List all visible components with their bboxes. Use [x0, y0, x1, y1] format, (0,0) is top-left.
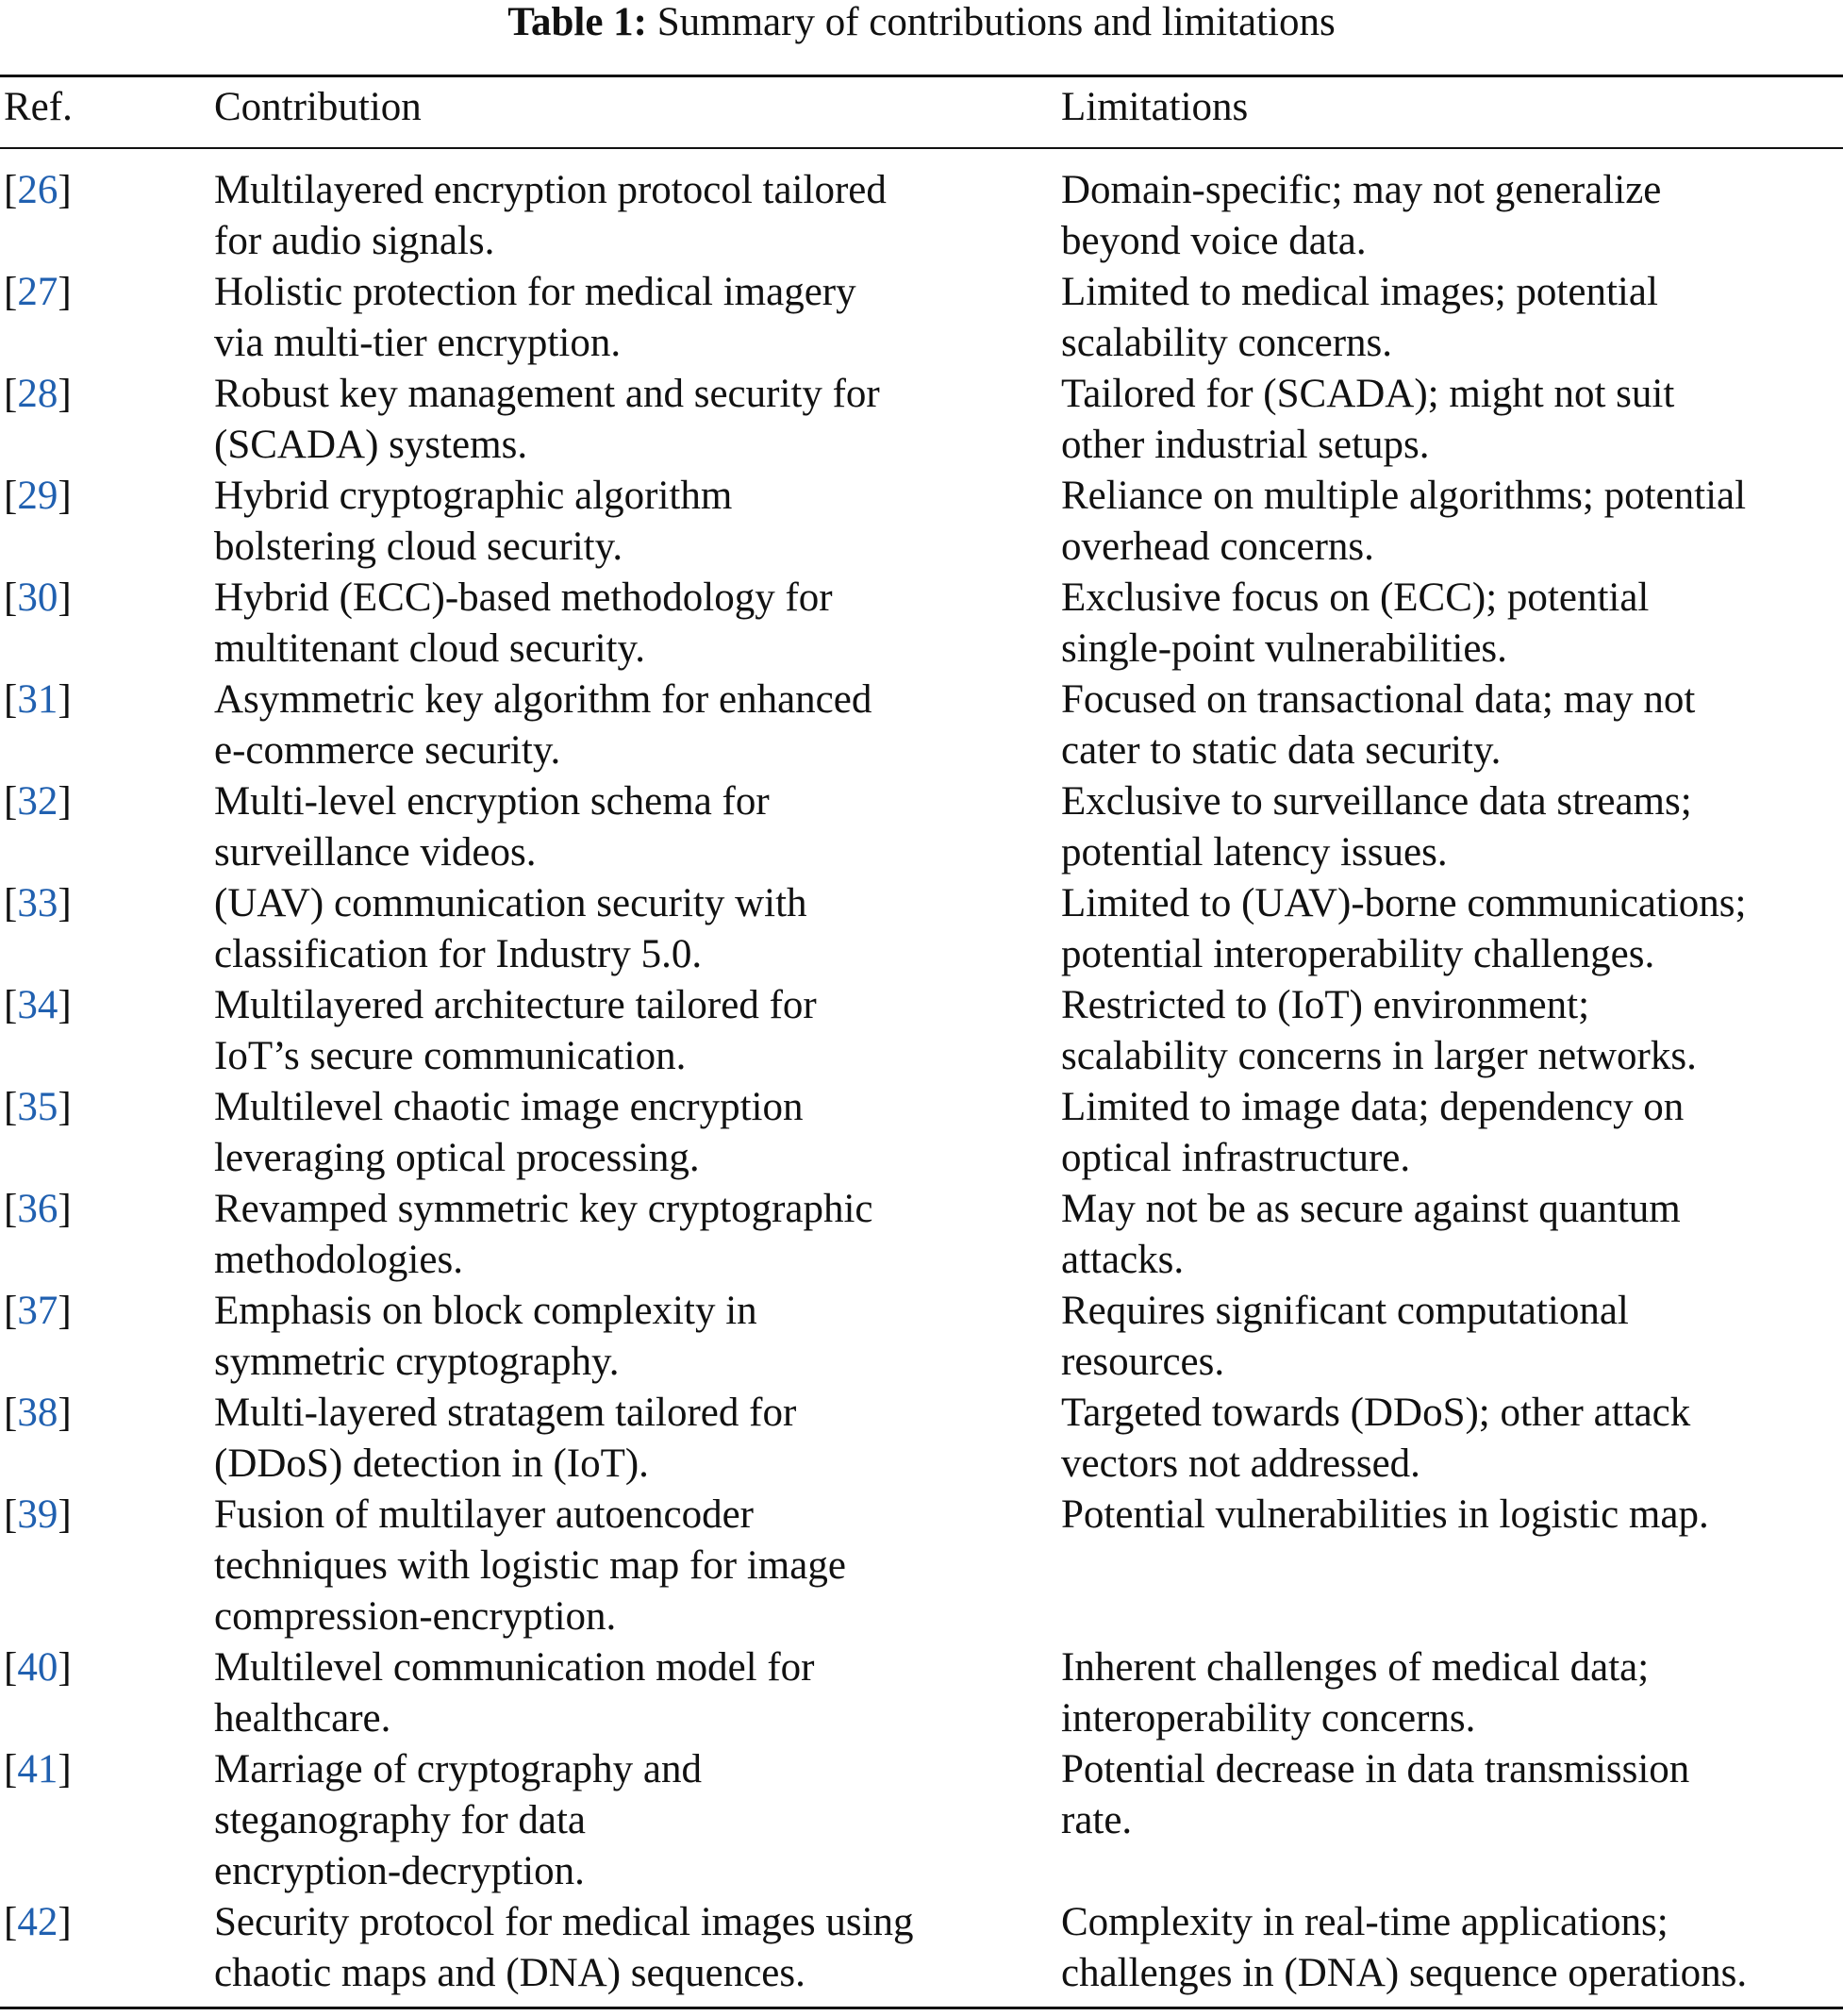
limitations-line: Exclusive to surveillance data streams; — [1061, 779, 1692, 824]
limitations-line: Exclusive focus on (ECC); potential — [1061, 575, 1650, 620]
limitations-line: challenges in (DNA) sequence operations. — [1061, 1951, 1748, 1995]
table-row — [0, 1082, 1843, 1184]
contribution-line: Multi-layered stratagem tailored for — [214, 1391, 797, 1435]
citation-link[interactable]: 33 — [17, 881, 58, 925]
limitations-cell — [1061, 1082, 1843, 1184]
contribution-line: (SCADA) systems. — [214, 423, 528, 467]
citation-link[interactable]: 29 — [17, 474, 58, 518]
table-header-rule — [0, 147, 1843, 149]
citation-link[interactable]: 30 — [17, 575, 58, 620]
limitations-line: other industrial setups. — [1061, 423, 1430, 467]
table-row — [0, 1744, 1843, 1897]
limitations-line: Limited to medical images; potential — [1061, 270, 1658, 314]
contribution-cell — [214, 776, 1025, 878]
limitations-cell — [1061, 573, 1843, 675]
table-caption-label: Table 1: — [507, 0, 647, 44]
citation-link[interactable]: 34 — [17, 983, 58, 1027]
table-row — [0, 471, 1843, 573]
table-row — [0, 1897, 1843, 1999]
limitations-line: Domain-specific; may not generalize — [1061, 168, 1662, 212]
citation-link[interactable]: 39 — [17, 1492, 58, 1537]
contribution-cell — [214, 1744, 1025, 1897]
ref-open-bracket: [ — [4, 983, 18, 1027]
limitations-cell — [1061, 1642, 1843, 1744]
limitations-line: Limited to (UAV)-borne communications; — [1061, 881, 1747, 925]
contribution-cell — [214, 1388, 1025, 1490]
limitations-line: May not be as secure against quantum — [1061, 1187, 1681, 1231]
table-row — [0, 267, 1843, 369]
limitations-line: scalability concerns. — [1061, 321, 1393, 365]
contribution-line: healthcare. — [214, 1696, 391, 1741]
contribution-line: Hybrid cryptographic algorithm — [214, 474, 733, 518]
limitations-line: optical infrastructure. — [1061, 1136, 1411, 1180]
contribution-line: Revamped symmetric key cryptographic — [214, 1187, 873, 1231]
ref-open-bracket: [ — [4, 1289, 18, 1333]
ref-cell — [4, 776, 192, 827]
contribution-line: Multilevel communication model for — [214, 1645, 815, 1690]
contribution-cell — [214, 1082, 1025, 1184]
contribution-line: IoT’s secure communication. — [214, 1034, 687, 1078]
table-row — [0, 1490, 1843, 1642]
table-row — [0, 369, 1843, 471]
contribution-line: chaotic maps and (DNA) sequences. — [214, 1951, 805, 1995]
header-limitations: Limitations — [1061, 85, 1249, 129]
limitations-line: Reliance on multiple algorithms; potential — [1061, 474, 1747, 518]
limitations-line: potential interoperability challenges. — [1061, 932, 1655, 976]
limitations-line: Potential decrease in data transmission — [1061, 1747, 1690, 1791]
limitations-line: Inherent challenges of medical data; — [1061, 1645, 1650, 1690]
contribution-line: Security protocol for medical images using — [214, 1900, 914, 1944]
ref-cell — [4, 165, 192, 216]
limitations-cell — [1061, 675, 1843, 776]
ref-open-bracket: [ — [4, 677, 18, 722]
ref-open-bracket: [ — [4, 168, 18, 212]
ref-close-bracket: ] — [58, 1391, 72, 1435]
ref-cell — [4, 1744, 192, 1795]
ref-open-bracket: [ — [4, 881, 18, 925]
ref-open-bracket: [ — [4, 1085, 18, 1129]
limitations-line: interoperability concerns. — [1061, 1696, 1476, 1741]
citation-link[interactable]: 26 — [17, 168, 58, 212]
contribution-cell — [214, 369, 1025, 471]
limitations-line: overhead concerns. — [1061, 525, 1374, 569]
contribution-cell — [214, 1184, 1025, 1286]
contribution-line: Robust key management and security for — [214, 372, 880, 416]
ref-open-bracket: [ — [4, 1187, 18, 1231]
ref-close-bracket: ] — [58, 1747, 72, 1791]
ref-close-bracket: ] — [58, 1492, 72, 1537]
table-row — [0, 1286, 1843, 1388]
contribution-line: (DDoS) detection in (IoT). — [214, 1441, 649, 1486]
ref-close-bracket: ] — [58, 1085, 72, 1129]
limitations-cell — [1061, 878, 1843, 980]
ref-open-bracket: [ — [4, 1492, 18, 1537]
table-row — [0, 878, 1843, 980]
ref-close-bracket: ] — [58, 270, 72, 314]
ref-open-bracket: [ — [4, 1747, 18, 1791]
ref-cell — [4, 267, 192, 318]
ref-open-bracket: [ — [4, 474, 18, 518]
contribution-line: classification for Industry 5.0. — [214, 932, 703, 976]
contribution-cell — [214, 1642, 1025, 1744]
limitations-cell — [1061, 1897, 1843, 1999]
limitations-cell — [1061, 1286, 1843, 1388]
ref-cell — [4, 1490, 192, 1541]
ref-close-bracket: ] — [58, 779, 72, 824]
contribution-cell — [214, 1897, 1025, 1999]
ref-close-bracket: ] — [58, 1900, 72, 1944]
limitations-line: Targeted towards (DDoS); other attack — [1061, 1391, 1691, 1435]
table-row — [0, 776, 1843, 878]
ref-cell — [4, 1184, 192, 1235]
ref-open-bracket: [ — [4, 1391, 18, 1435]
limitations-cell — [1061, 1490, 1843, 1541]
limitations-cell — [1061, 369, 1843, 471]
limitations-line: resources. — [1061, 1340, 1225, 1384]
contribution-line: Multilayered architecture tailored for — [214, 983, 817, 1027]
contribution-line: via multi-tier encryption. — [214, 321, 622, 365]
ref-close-bracket: ] — [58, 372, 72, 416]
limitations-cell — [1061, 1184, 1843, 1286]
citation-link[interactable]: 28 — [17, 372, 58, 416]
ref-open-bracket: [ — [4, 779, 18, 824]
ref-cell — [4, 1082, 192, 1133]
ref-close-bracket: ] — [58, 168, 72, 212]
contribution-line: Emphasis on block complexity in — [214, 1289, 757, 1333]
limitations-line: vectors not addressed. — [1061, 1441, 1420, 1486]
ref-open-bracket: [ — [4, 1645, 18, 1690]
limitations-line: single-point vulnerabilities. — [1061, 626, 1507, 671]
contribution-line: for audio signals. — [214, 219, 495, 263]
contribution-line: multitenant cloud security. — [214, 626, 645, 671]
limitations-line: scalability concerns in larger networks. — [1061, 1034, 1697, 1078]
limitations-line: Potential vulnerabilities in logistic map. — [1061, 1492, 1709, 1537]
limitations-line: Limited to image data; dependency on — [1061, 1085, 1685, 1129]
limitations-cell — [1061, 1388, 1843, 1490]
contribution-cell — [214, 573, 1025, 675]
contribution-line: techniques with logistic map for image — [214, 1543, 846, 1588]
contribution-cell — [214, 471, 1025, 573]
limitations-cell — [1061, 1744, 1843, 1846]
limitations-line: Restricted to (IoT) environment; — [1061, 983, 1590, 1027]
contribution-line: Multilayered encryption protocol tailored — [214, 168, 887, 212]
table-bottom-rule — [0, 2007, 1843, 2009]
contribution-cell — [214, 980, 1025, 1082]
contribution-line: symmetric cryptography. — [214, 1340, 620, 1384]
contribution-line: Fusion of multilayer autoencoder — [214, 1492, 754, 1537]
table-caption-text: Summary of contributions and limitations — [656, 0, 1336, 44]
limitations-line: cater to static data security. — [1061, 728, 1502, 773]
contribution-line: (UAV) communication security with — [214, 881, 807, 925]
table-row — [0, 573, 1843, 675]
citation-link[interactable]: 38 — [17, 1391, 58, 1435]
ref-cell — [4, 1897, 192, 1948]
limitations-cell — [1061, 776, 1843, 878]
limitations-line: attacks. — [1061, 1238, 1185, 1282]
limitations-line: Complexity in real-time applications; — [1061, 1900, 1669, 1944]
contribution-line: Multi-level encryption schema for — [214, 779, 770, 824]
ref-close-bracket: ] — [58, 1645, 72, 1690]
ref-open-bracket: [ — [4, 1900, 18, 1944]
ref-cell — [4, 369, 192, 420]
contribution-cell — [214, 878, 1025, 980]
ref-close-bracket: ] — [58, 474, 72, 518]
ref-close-bracket: ] — [58, 983, 72, 1027]
contribution-cell — [214, 675, 1025, 776]
citation-link[interactable]: 40 — [17, 1645, 58, 1690]
table-row — [0, 1388, 1843, 1490]
table-row — [0, 980, 1843, 1082]
contribution-line: methodologies. — [214, 1238, 463, 1282]
table-top-rule — [0, 75, 1843, 77]
limitations-cell — [1061, 980, 1843, 1082]
contribution-cell — [214, 267, 1025, 369]
limitations-line: beyond voice data. — [1061, 219, 1367, 263]
limitations-line: Focused on transactional data; may not — [1061, 677, 1696, 722]
contribution-line: leveraging optical processing. — [214, 1136, 700, 1180]
ref-cell — [4, 675, 192, 725]
limitations-line: Tailored for (SCADA); might not suit — [1061, 372, 1675, 416]
ref-open-bracket: [ — [4, 372, 18, 416]
citation-link[interactable]: 31 — [17, 677, 58, 722]
ref-open-bracket: [ — [4, 575, 18, 620]
ref-cell — [4, 471, 192, 522]
ref-cell — [4, 573, 192, 624]
contribution-line: Marriage of cryptography and — [214, 1747, 702, 1791]
contribution-line: Hybrid (ECC)-based methodology for — [214, 575, 833, 620]
table-row — [0, 165, 1843, 267]
contribution-line: encryption-decryption. — [214, 1849, 585, 1893]
citation-link[interactable]: 27 — [17, 270, 58, 314]
limitations-cell — [1061, 471, 1843, 573]
limitations-cell — [1061, 165, 1843, 267]
header-contribution: Contribution — [214, 85, 422, 129]
ref-cell — [4, 1286, 192, 1337]
citation-link[interactable]: 32 — [17, 779, 58, 824]
citation-link[interactable]: 42 — [17, 1900, 58, 1944]
ref-close-bracket: ] — [58, 1187, 72, 1231]
ref-cell — [4, 1388, 192, 1439]
contribution-cell — [214, 165, 1025, 267]
header-ref: Ref. — [4, 85, 73, 129]
contribution-line: Asymmetric key algorithm for enhanced — [214, 677, 872, 722]
citation-link[interactable]: 37 — [17, 1289, 58, 1333]
table-header-row — [0, 82, 1843, 139]
contribution-line: steganography for data — [214, 1798, 587, 1842]
citation-link[interactable]: 36 — [17, 1187, 58, 1231]
ref-close-bracket: ] — [58, 881, 72, 925]
contribution-line: bolstering cloud security. — [214, 525, 623, 569]
ref-close-bracket: ] — [58, 1289, 72, 1333]
ref-cell — [4, 980, 192, 1031]
contribution-cell — [214, 1286, 1025, 1388]
table-row — [0, 1642, 1843, 1744]
citation-link[interactable]: 35 — [17, 1085, 58, 1129]
limitations-line: Requires significant computational — [1061, 1289, 1629, 1333]
ref-cell — [4, 1642, 192, 1693]
contribution-line: surveillance videos. — [214, 830, 537, 875]
ref-close-bracket: ] — [58, 575, 72, 620]
ref-close-bracket: ] — [58, 677, 72, 722]
limitations-cell — [1061, 267, 1843, 369]
table-caption — [0, 0, 1843, 45]
limitations-line: potential latency issues. — [1061, 830, 1448, 875]
contribution-line: e-commerce security. — [214, 728, 561, 773]
ref-cell — [4, 878, 192, 929]
contribution-line: Multilevel chaotic image encryption — [214, 1085, 804, 1129]
table-row — [0, 675, 1843, 776]
table-body — [0, 165, 1843, 1999]
ref-open-bracket: [ — [4, 270, 18, 314]
contribution-line: compression-encryption. — [214, 1594, 617, 1639]
contribution-line: Holistic protection for medical imagery — [214, 270, 856, 314]
contribution-cell — [214, 1490, 1025, 1642]
citation-link[interactable]: 41 — [17, 1747, 58, 1791]
table-row — [0, 1184, 1843, 1286]
limitations-line: rate. — [1061, 1798, 1133, 1842]
